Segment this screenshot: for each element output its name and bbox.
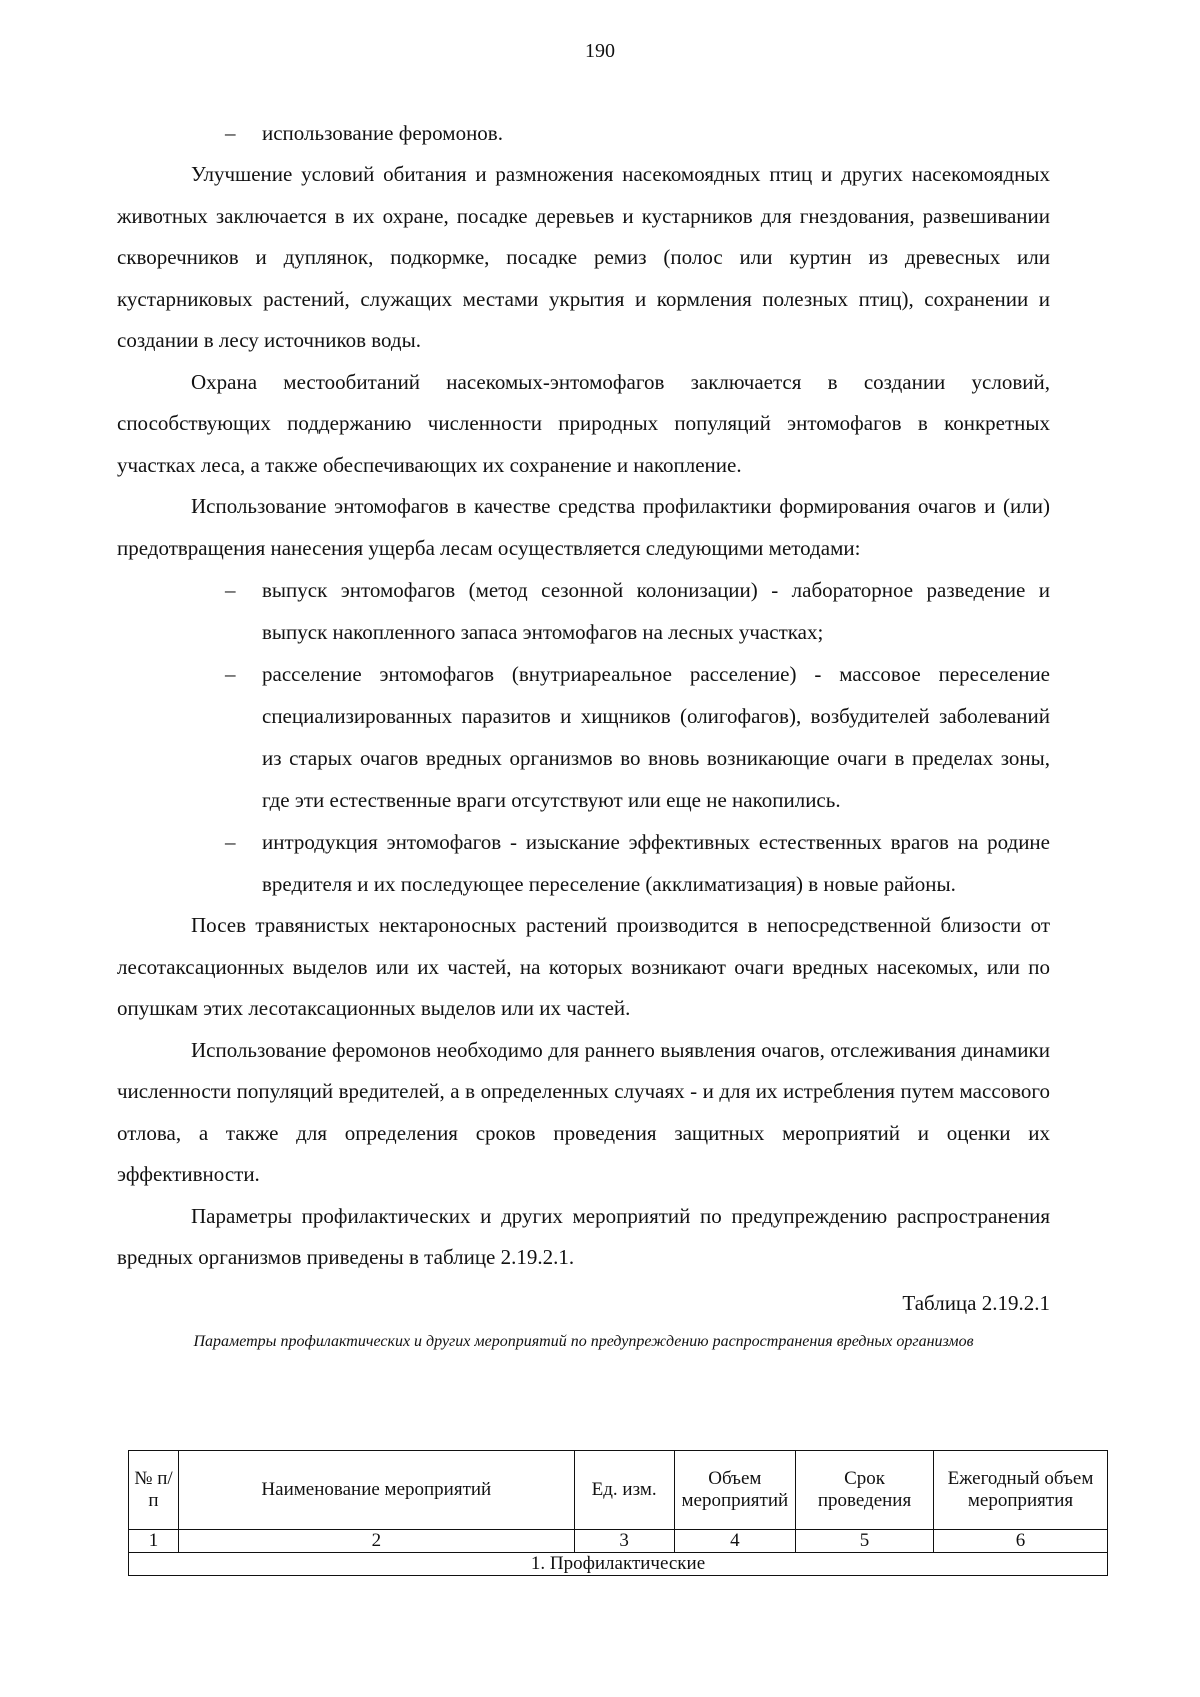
bullet-text: использование феромонов. [262, 121, 503, 145]
header-cell-unit: Ед. изм. [574, 1451, 674, 1530]
bullet-dash: – [225, 662, 236, 686]
table-section-cell: 1. Профилактические [129, 1553, 1108, 1576]
paragraph-insectivorous-birds: Улучшение условий обитания и размножения насекомоядных птиц и других насекомоядных животных заключается в их охране, посадке деревьев и кустарников для гнездования, развешивании скворечников и дуплянок, подкормке, посадке ремиз (полос или куртин из древесных или кустарниковых растений, служащих местами укрытия и кормления полезных птиц), сохранении и создании в лесу источников воды. [117, 162, 1050, 352]
header-cell-term: Срок проведения [796, 1451, 934, 1530]
header-cell-number: № п/п [129, 1451, 179, 1530]
bullet-item-release [117, 569, 1050, 653]
paragraph-nectar-plants: Посев травянистых нектароносных растений производится в непосредственной близости от лесотаксационных выделов или их частей, на которых возникают очаги вредных насекомых, или по опушкам этих лесотаксационных выделов или их частей. [117, 913, 1050, 1020]
bullet-item-resettlement [117, 653, 1050, 821]
table-title: Параметры профилактических и других мероприятий по предупреждению распространения вредных организмов [193, 1332, 974, 1350]
bullet-dash: – [225, 830, 236, 854]
table-header-row [129, 1451, 1108, 1530]
table-cell: 5 [796, 1530, 934, 1553]
table-cell: 1 [129, 1530, 179, 1553]
bullet-dash: – [225, 121, 236, 145]
table-number-label: Таблица 2.19.2.1 [902, 1290, 1050, 1315]
bullet-text: выпуск энтомофагов (метод сезонной колонизации) - лабораторное разведение и выпуск накопленного запаса энтомофагов на лесных участках; [262, 578, 1050, 644]
table-section-row [129, 1553, 1108, 1576]
page-number: 190 [585, 40, 615, 62]
bullet-dash: – [225, 578, 236, 602]
header-cell-annual-volume: Ежегодный объем мероприятия [934, 1451, 1108, 1530]
paragraph-pheromones: Использование феромонов необходимо для раннего выявления очагов, отслеживания динамики численности популяций вредителей, а в определенных случаях - и для их истребления путем массового отлова, а также для определения сроков проведения защитных мероприятий и оценки их эффективности. [117, 1037, 1050, 1186]
paragraph-table-reference: Параметры профилактических и других мероприятий по предупреждению распространения вредных организмов приведены в таблице 2.19.2.1. [117, 1203, 1050, 1269]
page-content [117, 112, 1050, 1358]
table-row [129, 1530, 1108, 1553]
bullet-item-pheromones [117, 112, 1050, 154]
table-cell: 3 [574, 1530, 674, 1553]
header-cell-name: Наименование мероприятий [179, 1451, 575, 1530]
table-cell: 6 [934, 1530, 1108, 1553]
paragraph-entomophage-methods: Использование энтомофагов в качестве средства профилактики формирования очагов и (или) предотвращения нанесения ущерба лесам осуществляется следующими методами: [117, 494, 1050, 560]
bullet-text: расселение энтомофагов (внутриареальное расселение) - массовое переселение специализированных паразитов и хищников (олигофагов), возбудителей заболеваний из старых очагов вредных организмов во вновь возникающие очаги в пределах зоны, где эти естественные враги отсутствуют или еще не накопились. [262, 662, 1050, 812]
table-cell: 2 [179, 1530, 575, 1553]
paragraph-entomophage-habitats: Охрана местообитаний насекомых-энтомофагов заключается в создании условий, способствующих поддержанию численности природных популяций энтомофагов в конкретных участках леса, а также обеспечивающих их сохранение и накопление. [117, 369, 1050, 477]
bullet-item-introduction [117, 821, 1050, 905]
header-cell-volume: Объем мероприятий [674, 1451, 795, 1530]
measures-table [128, 1450, 1108, 1576]
table-cell: 4 [674, 1530, 795, 1553]
bullet-text: интродукция энтомофагов - изыскание эффективных естественных врагов на родине вредителя и их последующее переселение (акклиматизация) в новые районы. [262, 830, 1050, 896]
